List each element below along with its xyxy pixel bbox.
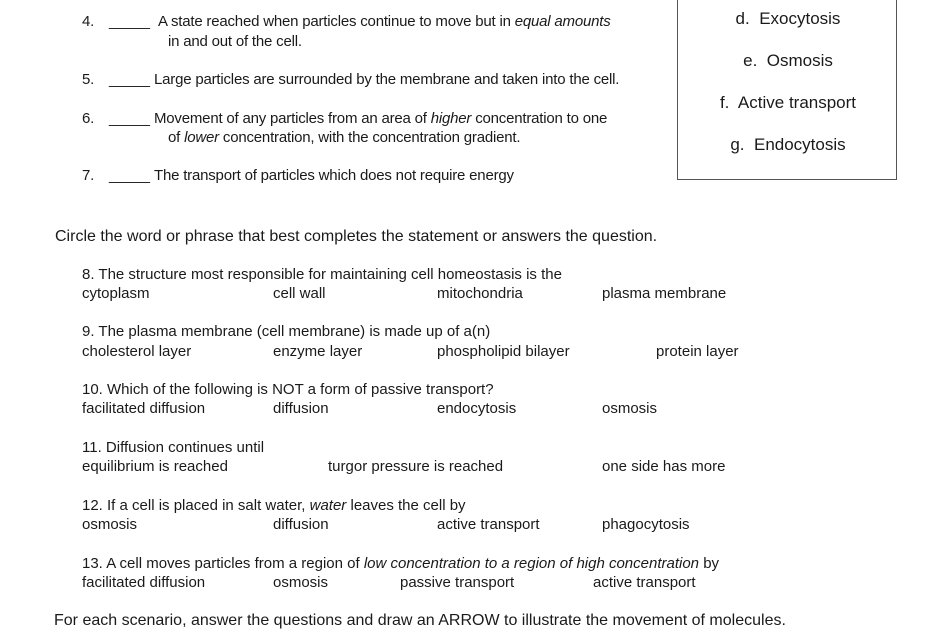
answer-blank[interactable]: _____ bbox=[109, 71, 150, 88]
question-text: Large particles are surrounded by the membrane and taken into the cell. bbox=[154, 71, 620, 88]
section-instruction: Circle the word or phrase that best completes the statement or answers the question. bbox=[55, 228, 658, 245]
mc-stem: 10. Which of the following is NOT a form of passive transport? bbox=[82, 381, 494, 398]
mc-stem: 9. The plasma membrane (cell membrane) is made up of a(n) bbox=[82, 323, 491, 340]
mc-stem: 8. The structure most responsible for maintaining cell homeostasis is the bbox=[82, 266, 562, 283]
mc-option[interactable]: phospholipid bilayer bbox=[437, 343, 570, 360]
mc-option[interactable]: enzyme layer bbox=[273, 343, 363, 360]
question-text-continued: of lower concentration, with the concentration gradient. bbox=[168, 129, 521, 146]
question-text: A state reached when particles continue to move but in equal amounts bbox=[158, 13, 611, 30]
next-section-instruction: For each scenario, answer the questions and draw an ARROW to illustrate the movement of molecules. bbox=[54, 612, 786, 629]
mc-option[interactable]: cholesterol layer bbox=[82, 343, 192, 360]
mc-option[interactable]: protein layer bbox=[656, 343, 739, 360]
mc-option[interactable]: cytoplasm bbox=[82, 285, 150, 302]
mc-option[interactable]: one side has more bbox=[602, 458, 726, 475]
mc-option[interactable]: facilitated diffusion bbox=[82, 574, 206, 591]
word-bank-term: g. Endocytosis bbox=[730, 135, 846, 154]
word-bank-term: e. Osmosis bbox=[743, 51, 833, 70]
mc-stem: 13. A cell moves particles from a region of low concentration to a region of high concentration by bbox=[82, 555, 720, 572]
mc-option[interactable]: osmosis bbox=[602, 400, 658, 417]
question-number: 5. bbox=[82, 71, 95, 88]
mc-stem: 12. If a cell is placed in salt water, water leaves the cell by bbox=[82, 497, 466, 514]
mc-option[interactable]: facilitated diffusion bbox=[82, 400, 206, 417]
mc-stem: 11. Diffusion continues until bbox=[82, 439, 265, 456]
word-bank-box bbox=[677, 0, 897, 180]
mc-option[interactable]: mitochondria bbox=[437, 285, 523, 302]
mc-option[interactable]: endocytosis bbox=[437, 400, 517, 417]
mc-option[interactable]: turgor pressure is reached bbox=[328, 458, 504, 475]
question-number: 6. bbox=[82, 110, 95, 127]
mc-option[interactable]: active transport bbox=[437, 516, 540, 533]
question-text: Movement of any particles from an area of higher concentration to one bbox=[154, 110, 608, 127]
question-text-continued: in and out of the cell. bbox=[168, 33, 302, 50]
answer-blank[interactable]: _____ bbox=[109, 13, 150, 30]
question-number: 4. bbox=[82, 13, 95, 30]
mc-option[interactable]: equilibrium is reached bbox=[82, 458, 228, 475]
word-bank-term: f. Active transport bbox=[719, 93, 857, 112]
question-text: The transport of particles which does not require energy bbox=[154, 167, 514, 184]
mc-option[interactable]: diffusion bbox=[273, 400, 329, 417]
answer-blank[interactable]: _____ bbox=[109, 110, 150, 127]
mc-option[interactable]: osmosis bbox=[273, 574, 329, 591]
mc-option[interactable]: osmosis bbox=[82, 516, 138, 533]
mc-option[interactable]: passive transport bbox=[400, 574, 515, 591]
answer-blank[interactable]: _____ bbox=[109, 167, 150, 184]
mc-option[interactable]: cell wall bbox=[273, 285, 326, 302]
question-number: 7. bbox=[82, 167, 95, 184]
mc-option[interactable]: phagocytosis bbox=[602, 516, 690, 533]
mc-option[interactable]: diffusion bbox=[273, 516, 329, 533]
mc-option[interactable]: plasma membrane bbox=[602, 285, 727, 302]
word-bank-term: d. Exocytosis bbox=[735, 9, 841, 28]
mc-option[interactable]: active transport bbox=[593, 574, 696, 591]
